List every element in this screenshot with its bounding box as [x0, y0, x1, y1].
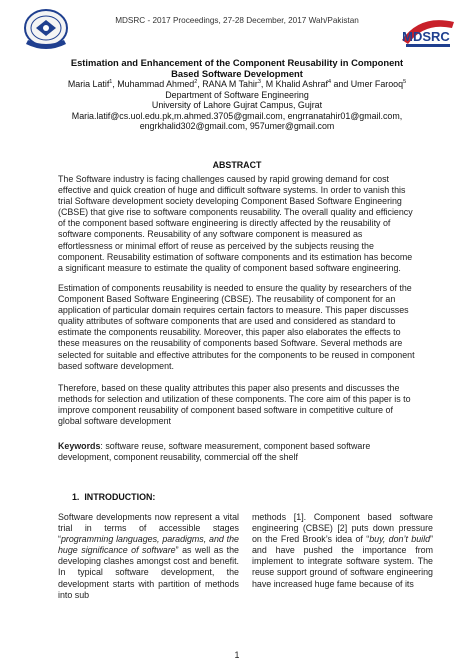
affiliation-univ: University of Lahore Gujrat Campus, Gujrat	[151, 100, 323, 111]
intro-right-text-b: ” and have pushed the importance from implement to integrate software system. The reuse support ground of software engineering have increased huge fame because of its	[252, 534, 434, 589]
author-emails-1: Maria.latif@cs.uol.edu.pk,m.ahmed.3705@gmail.com, engrranatahir01@gmail.com,	[71, 110, 403, 121]
intro-column-left	[58, 512, 239, 601]
keywords-label: Keywords	[58, 441, 101, 451]
author-1-mark: 1	[109, 79, 113, 86]
section-heading-introduction	[72, 492, 155, 502]
abstract-paragraph-2: Estimation of components reusability is needed to ensure the quality by researchers of the Component Based Software Engineering (CBSE). The reusability of component for an application of particular domain requires certain factors to measure. This paper discusses quality attributes of software components that are used and considered as standard to estimate the components reusability. Moreover, this paper also elaborates the effects to these measures on the reusability of components based Software. Several methods are selected for suitable and effective attributes for the components to be reused in component based software development.	[58, 283, 415, 371]
section-number: 1.	[72, 492, 80, 502]
author-1: Maria Latif	[67, 79, 110, 89]
affiliation-dept: Department of Software Engineering	[165, 89, 309, 100]
author-4-mark: 4	[327, 79, 332, 86]
abstract-heading: ABSTRACT	[212, 160, 262, 170]
author-list	[40, 79, 434, 90]
university-seal-logo	[22, 6, 70, 52]
keywords	[58, 441, 416, 463]
section-title: INTRODUCTION:	[84, 492, 156, 502]
keywords-text: : software reuse, software measurement, component based software development, component reusability, commercial off the shelf	[58, 441, 371, 463]
abstract-paragraph-1: The Software industry is facing challenges caused by rapid growing demand for cost effective and quick creation of huge and difficult software systems. In order to vanish this trial Software development society developing Component Based Software Engineering (CBSE) that give rise to software components reusability. The overall quality and efficiency of the component based software engineering is directly affected by the reusability of software components. Reusability of any software component is measured as effortlessness or minimal effort of reuse as perceived by the subjects reusing the component. Reusability estimation of software components and its estimation has become a significant measure to estimate the quality of component based software engineering.	[58, 174, 413, 273]
author-5: and Umer Farooq	[331, 79, 404, 89]
intro-right-italic: buy, don’t build	[369, 534, 431, 545]
author-3-mark: 3	[257, 79, 261, 86]
intro-right-text-a: methods [1]. Component based software engineering (CBSE) [2] puts down pressure on the Fred Brook’s idea of “	[252, 512, 433, 545]
mdsrc-logo-text: MDSRC	[402, 29, 450, 44]
author-2-mark: 2	[194, 79, 198, 86]
author-block	[40, 79, 434, 132]
intro-column-right	[252, 512, 433, 590]
author-emails-2: engrkhalid302@gmail.com, 957umer@gmail.com	[139, 121, 335, 132]
intro-left-text-b: ” as well as the developing clashes amongst cost and benefit. In typical software development, the development starts with partition of methods into sub	[58, 545, 239, 600]
running-head: MDSRC - 2017 Proceedings, 27-28 December, 2017 Wah/Pakistan	[115, 16, 359, 25]
abstract-paragraph-3: Therefore, based on these quality attributes this paper also presents and discusses the methods for selection and utilization of these components. The core aim of this paper is to improve component reusability of component based software in competitive culture of global software development	[58, 383, 411, 427]
paper-title: Estimation and Enhancement of the Component Reusability in Component Based Software Development	[70, 57, 404, 79]
author-2: , Muhammad Ahmed	[112, 79, 195, 89]
intro-left-italic: programming languages, paradigms, and the huge significance of software	[58, 534, 239, 556]
author-5-mark: 5	[403, 79, 407, 86]
author-4: , M Khalid Ashraf	[260, 79, 328, 89]
author-3: , RANA M Tahir	[197, 79, 258, 89]
page-number: 1	[234, 650, 240, 660]
intro-left-text-a: Software developments now represent a vital trial in terms of accessible stages “	[58, 512, 239, 545]
